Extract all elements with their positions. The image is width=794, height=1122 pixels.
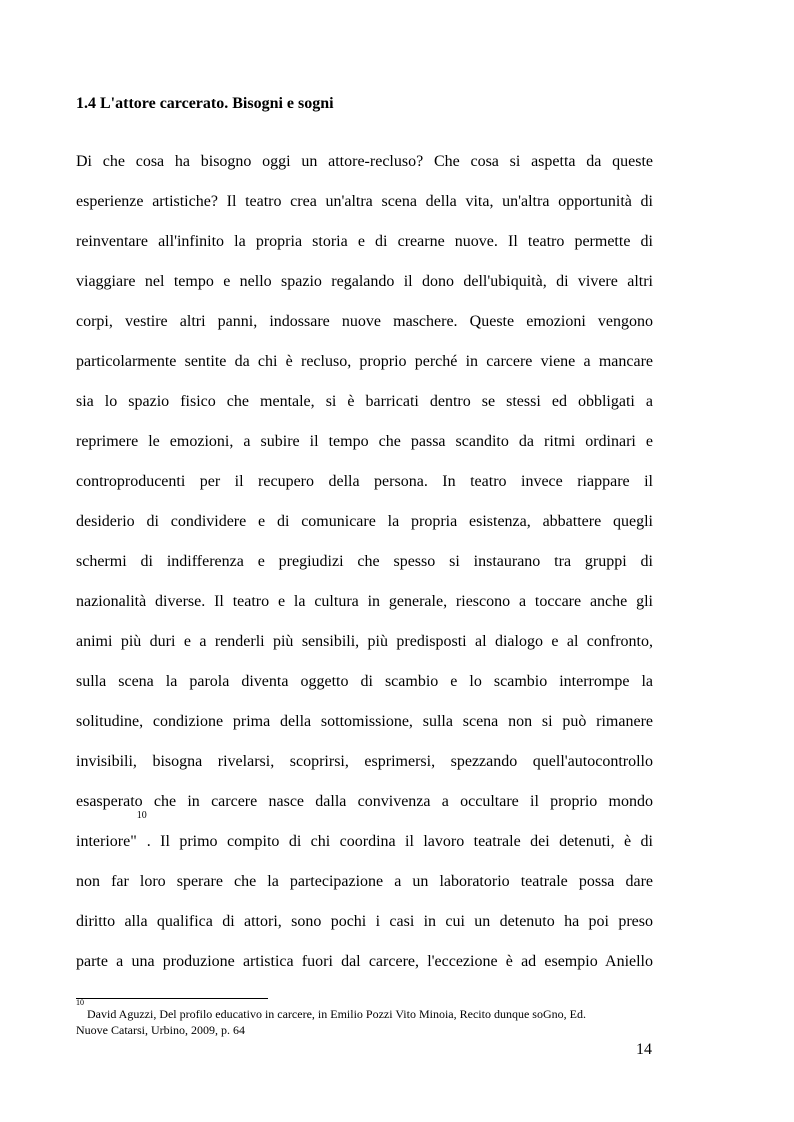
- body-line: esasperato che in carcere nasce dalla convivenza a occultare il proprio mondo: [76, 793, 653, 810]
- section-heading: 1.4 L'attore carcerato. Bisogni e sogni: [76, 95, 334, 112]
- body-line: esperienze artistiche? Il teatro crea un'altra scena della vita, un'altra opportunità di: [76, 193, 653, 210]
- body-line: parte a una produzione artistica fuori dal carcere, l'eccezione è ad esempio Aniello: [76, 953, 653, 970]
- body-paragraph: [76, 142, 653, 982]
- body-line: nazionalità diverse. Il teatro e la cultura in generale, riescono a toccare anche gli: [76, 593, 653, 610]
- footnote-line: Nuove Catarsi, Urbino, 2009, p. 64: [76, 1023, 245, 1037]
- body-line: invisibili, bisogna rivelarsi, scoprirsi, esprimersi, spezzando quell'autocontrollo: [76, 753, 653, 770]
- body-line: Di che cosa ha bisogno oggi un attore-recluso? Che cosa si aspetta da queste: [76, 153, 653, 170]
- footnote-separator: [76, 998, 268, 999]
- body-line: sia lo spazio fisico che mentale, si è barricati dentro se stessi ed obbligati a: [76, 393, 653, 410]
- body-line: animi più duri e a renderli più sensibili, più predisposti al dialogo e al confronto,: [76, 633, 653, 650]
- body-line: reprimere le emozioni, a subire il tempo che passa scandito da ritmi ordinari e: [76, 433, 653, 450]
- body-line: sulla scena la parola diventa oggetto di scambio e lo scambio interrompe la: [76, 673, 653, 690]
- footnote-number: 10: [76, 998, 84, 1007]
- body-line: reinventare all'infinito la propria storia e di crearne nuove. Il teatro permette di: [76, 233, 653, 250]
- body-line: viaggiare nel tempo e nello spazio regalando il dono dell'ubiquità, di vivere altri: [76, 273, 653, 290]
- body-line: solitudine, condizione prima della sottomissione, sulla scena non si può rimanere: [76, 713, 653, 730]
- body-line: particolarmente sentite da chi è recluso, proprio perché in carcere viene a mancare: [76, 353, 653, 370]
- page-number: 14: [636, 1041, 652, 1058]
- footnote-text: David Aguzzi, Del profilo educativo in carcere, in Emilio Pozzi Vito Minoia, Recito dunque soGno, Ed.: [87, 1007, 586, 1021]
- footnote-line: [76, 998, 654, 1022]
- body-line: schermi di indifferenza e pregiudizi che spesso si instaurano tra gruppi di: [76, 553, 653, 570]
- body-line: non far loro sperare che la partecipazione a un laboratorio teatrale possa dare: [76, 873, 653, 890]
- body-line-with-footnote-ref: [76, 810, 653, 862]
- footnote-reference[interactable]: 10: [136, 810, 147, 821]
- line-text-before-ref: interiore": [76, 833, 137, 850]
- body-line: diritto alla qualifica di attori, sono pochi i casi in cui un detenuto ha poi preso: [76, 913, 653, 930]
- footnote: [76, 998, 654, 1038]
- body-line: desiderio di condividere e di comunicare la propria esistenza, abbattere quegli: [76, 513, 653, 530]
- line-text-after-ref: . Il primo compito di chi coordina il lavoro teatrale dei detenuti, è di: [146, 833, 653, 850]
- body-line: corpi, vestire altri panni, indossare nuove maschere. Queste emozioni vengono: [76, 313, 653, 330]
- body-line: controproducenti per il recupero della persona. In teatro invece riappare il: [76, 473, 653, 490]
